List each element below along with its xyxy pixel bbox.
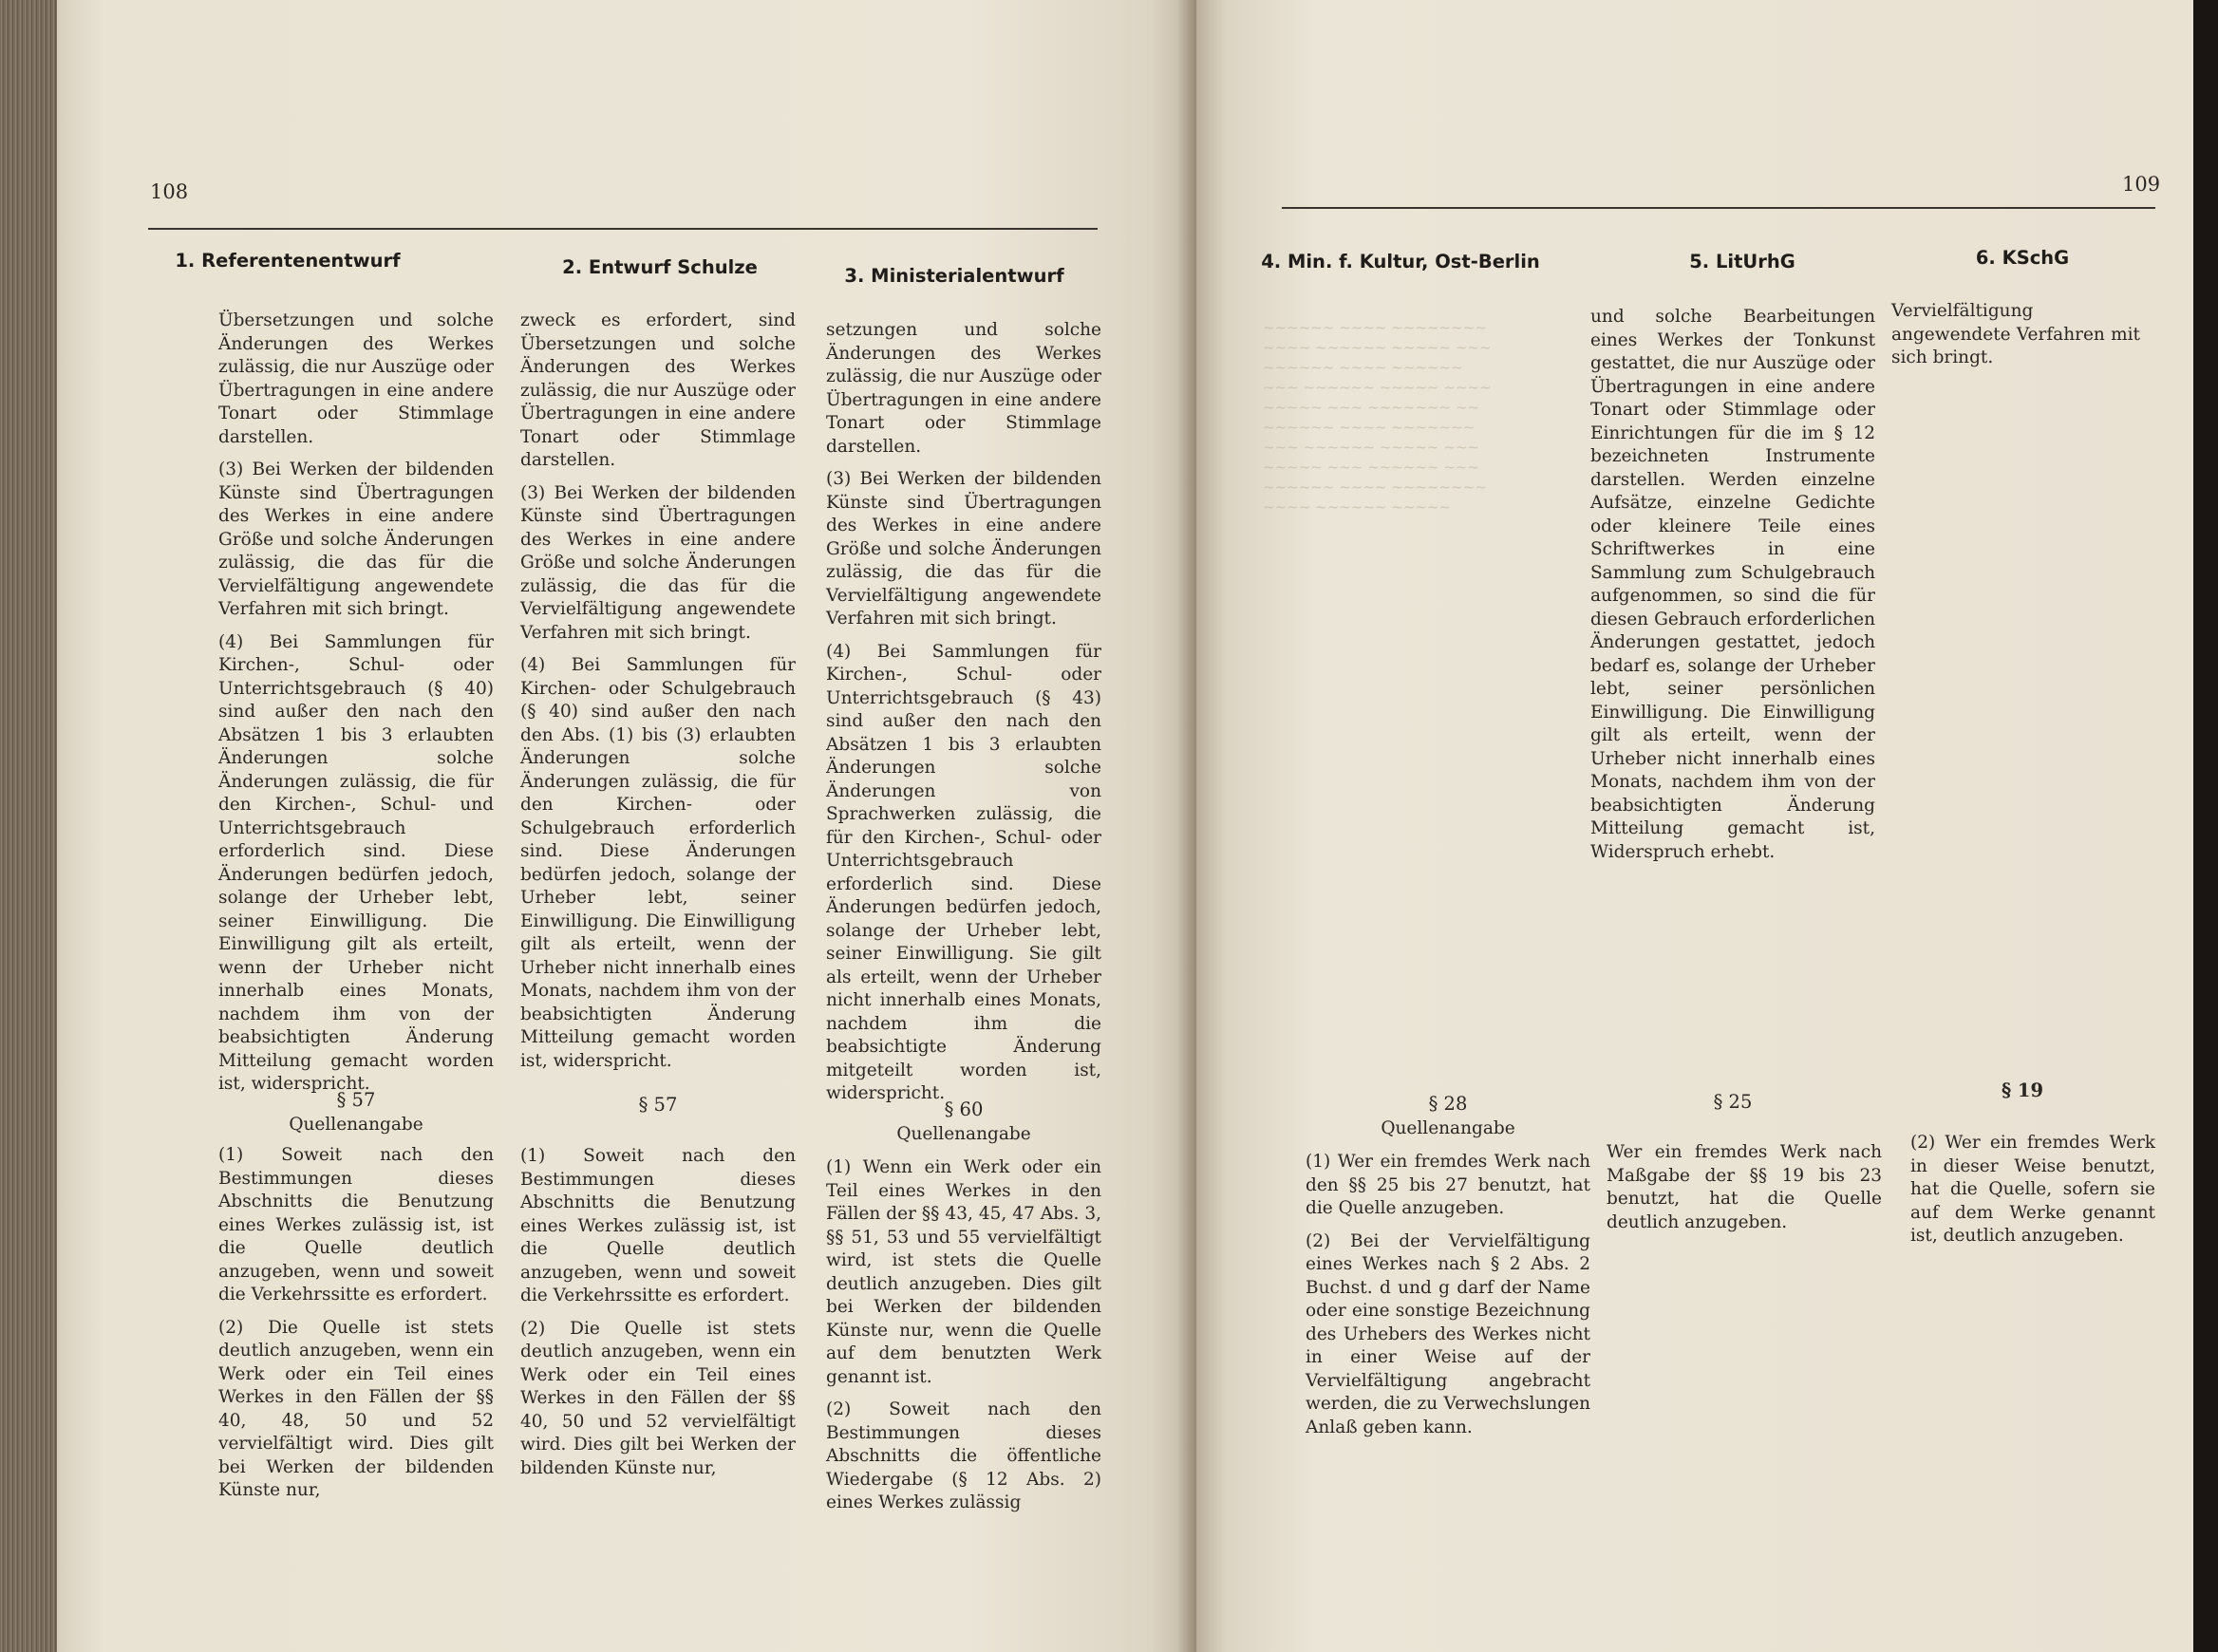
paragraph: (2) Soweit nach den Bestimmungen dieses Abschnitts die öffentliche Wiedergabe (§ 12 Abs. 2) eines Werkes zulässig [826,1399,1101,1512]
section-number: § 57 [336,1089,376,1111]
column-text-bottom [1607,1141,1882,1244]
paragraph: (3) Bei Werken der bildenden Künste sind Übertragungen des Werkes in eine andere Größe und solche Änderungen zulässig, die das für die Vervielfältigung angewendete Verfahren mit sich bringt. [520,482,796,643]
column-heading: 6. KSchG [1975,247,2070,269]
paragraph: (2) Die Quelle ist stets deutlich anzugeben, wenn ein Werk oder ein Teil eines Werkes in den Fällen der §§ 40, 50 und 52 vervielfältigt wird. Dies gilt bei Werken der bildenden Künste nur, [520,1318,796,1478]
paragraph: Übersetzungen und solche Änderungen des Werkes zulässig, die nur Auszüge oder Übertragungen in eine andere Tonart oder Stimmlage darstellen. [218,310,494,447]
section-number: § 25 [1713,1091,1753,1113]
paragraph: (2) Bei der Vervielfältigung eines Werkes nach § 2 Abs. 2 Buchst. d und g darf der Name oder eine sonstige Bezeichnung des Urhebers des Werkes nicht in einer Weise auf der Vervielfältigung angebracht werden, die zu Verwechslungen Anlaß geben kann. [1306,1230,1590,1437]
section-heading [826,1098,1101,1147]
section-heading [1590,1090,1875,1115]
section-number: § 28 [1428,1093,1468,1115]
paragraph: (4) Bei Sammlungen für Kirchen-, Schul- oder Unterrichtsgebrauch (§ 40) sind außer den nach den Absätzen 1 bis 3 erlaubten Änderungen solche Änderungen zulässig, die für den Kirchen-, Schul- und Unterrichtsgebrauch erforderlich sind. Diese Änderungen bedürfen jedoch, solange der Urheber lebt, seiner Einwilligung. Die Einwilligung gilt als erteilt, wenn der Urheber nicht innerhalb eines Monats, nachdem ihm von der beabsichtigten Änderung Mitteilung gemacht worden ist, widerspricht. [218,631,494,1094]
page-number-left: 108 [150,180,189,203]
section-number: § 19 [2001,1079,2044,1101]
left-page [57,0,1196,1652]
paragraph: (1) Wenn ein Werk oder ein Teil eines Werkes in den Fällen der §§ 43, 45, 47 Abs. 3, §§ 51, 53 und 55 vervielfältigt wird, ist stets die Quelle deutlich anzugeben. Dies gilt bei Werken der bildenden Künste nur, wenn die Quelle auf dem benutzten Werk genannt ist. [826,1157,1101,1387]
column-text-top [826,319,1101,1116]
section-number: § 57 [638,1094,678,1116]
column-text-bottom [1910,1132,2155,1258]
column-text-top [1891,300,2140,380]
paragraph: (1) Soweit nach den Bestimmungen dieses Abschnitts die Benutzung eines Werkes zulässig ist, ist die Quelle deutlich anzugeben, wenn und soweit die Verkehrssitte es erfordert. [520,1146,796,1305]
column-text-top [1590,306,1875,873]
paragraph: zweck es erfordert, sind Übersetzungen und solche Änderungen des Werkes zulässig, die nur Auszüge oder Übertragungen in eine andere Tonart oder Stimmlage darstellen. [520,310,796,470]
column-text-top [520,310,796,1082]
paragraph: (3) Bei Werken der bildenden Künste sind Übertragungen des Werkes in eine andere Größe und solche Änderungen zulässig, die das für die Vervielfältigung angewendete Verfahren mit sich bringt. [218,460,494,619]
section-heading [1306,1092,1590,1141]
column-heading: 4. Min. f. Kultur, Ost-Berlin [1261,251,1540,272]
column-heading: 2. Entwurf Schulze [562,256,758,278]
column-text-top [218,310,494,1106]
paragraph: (1) Soweit nach den Bestimmungen dieses Abschnitts die Benutzung eines Werkes zulässig ist, ist die Quelle deutlich anzugeben, wenn und soweit die Verkehrssitte es erfordert. [218,1145,494,1305]
column-text-bottom [520,1145,796,1490]
column-text-bottom [218,1144,494,1512]
paragraph: Wer ein fremdes Werk nach Maßgabe der §§ 19 bis 23 benutzt, hat die Quelle deutlich anzugeben. [1607,1142,1882,1232]
paragraph: setzungen und solche Änderungen des Werkes zulässig, die nur Auszüge oder Übertragungen in eine andere Tonart oder Stimmlage darstellen. [826,320,1101,457]
header-rule-right [1282,207,2155,209]
column-text-bottom [1306,1151,1590,1449]
paragraph: (4) Bei Sammlungen für Kirchen- oder Schulgebrauch (§ 40) sind außer den nach den Abs. (1) bis (3) erlaubten Änderungen solche Änderungen zulässig, die für den Kirchen- oder Schulgebrauch erforderlich sind. Diese Änderungen bedürfen jedoch, solange der Urheber lebt, seiner Einwilligung. Die Einwilligung gilt als erteilt, wenn der Urheber nicht innerhalb eines Monats, nachdem ihm von der beabsichtigten Änderung Mitteilung gemacht worden ist, widerspricht. [520,655,796,1071]
section-number: § 60 [944,1098,984,1120]
page-number-right: 109 [2122,173,2161,196]
paragraph: (2) Wer ein fremdes Werk in dieser Weise benutzt, hat die Quelle, sofern sie auf dem Werke genannt ist, deutlich anzugeben. [1910,1133,2155,1246]
column-heading: 5. LitUrhG [1689,251,1795,272]
book-page-edges [0,0,57,1652]
section-heading [218,1088,494,1137]
header-rule-left [148,228,1098,230]
paragraph: (3) Bei Werken der bildenden Künste sind Übertragungen des Werkes in eine andere Größe und solche Änderungen zulässig, die das für die Vervielfältigung angewendete Verfahren mit sich bringt. [826,469,1101,629]
paragraph: (2) Die Quelle ist stets deutlich anzugeben, wenn ein Werk oder ein Teil eines Werkes in den Fällen der §§ 40, 48, 50 und 52 vervielfältigt wird. Dies gilt bei Werken der bildenden Künste nur, [218,1317,494,1500]
column-heading: 1. Referentenentwurf [175,250,401,272]
section-heading [520,1093,796,1117]
section-heading [1899,1079,2146,1103]
paragraph: (1) Wer ein fremdes Werk nach den §§ 25 bis 27 benutzt, hat die Quelle anzugeben. [1306,1152,1590,1218]
right-page [1196,0,2193,1652]
section-title: Quellenangabe [1381,1118,1515,1138]
paragraph: Vervielfältigung angewendete Verfahren mit sich bringt. [1891,301,2140,367]
column-text-bottom [826,1156,1101,1525]
section-title: Quellenangabe [896,1124,1031,1144]
show-through-text: ~~~~~~ ~~~~ ~~~~~~~~ ~~~~ ~~~~~~ ~~~~~ ~~~ ~~~~~~ ~~~~ ~~~~~~ ~~~ ~~~~~~ ~~~~~ ~~~~ ~~~~~ ~~~ ~~~~~~~ ~~ ~~~~~~ ~~~~ ~~~~~~~ ~~~ ~~~~~~ ~~~~~ ~~~ ~~~~~ ~~~ ~~~~~~ ~~~ ~~~~~~ ~~~~ ~~~~~~~~ ~~~~ ~~~~~~ ~~~~~ [1263,319,1492,516]
column-heading: 3. Ministerialentwurf [844,265,1064,287]
paragraph: (4) Bei Sammlungen für Kirchen-, Schul- oder Unterrichtsgebrauch (§ 43) sind außer den nach den Absätzen 1 bis 3 erlaubten Änderungen solche Änderungen von Sprachwerken zulässig, die für den Kirchen-, Schul- oder Unterrichtsgebrauch erforderlich sind. Diese Änderungen bedürfen jedoch, solange der Urheber lebt, seiner Einwilligung. Sie gilt als erteilt, wenn der Urheber nicht innerhalb eines Monats, nachdem ihm die beabsichtigte Änderung mitgeteilt worden ist, widerspricht. [826,641,1101,1103]
section-title: Quellenangabe [289,1115,423,1135]
paragraph: und solche Bearbeitungen eines Werkes der Tonkunst gestattet, die nur Auszüge oder Übertragungen in eine andere Tonart oder Stimmlage oder Einrichtungen für die im § 12 bezeichneten Instrumente darstellen. Werden einzelne Aufsätze, einzelne Gedichte oder kleinere Teile eines Schriftwerkes in eine Sammlung zum Schulgebrauch aufgenommen, so sind die für diesen Gebrauch erforderlichen Änderungen gestattet, jedoch bedarf es, solange der Urheber lebt, seiner persönlichen Einwilligung. Die Einwilligung gilt als erteilt, wenn der Urheber nicht innerhalb eines Monats, nachdem ihm von der beabsichtigten Änderung Mitteilung gemacht ist, Widerspruch erhebt. [1590,307,1875,862]
